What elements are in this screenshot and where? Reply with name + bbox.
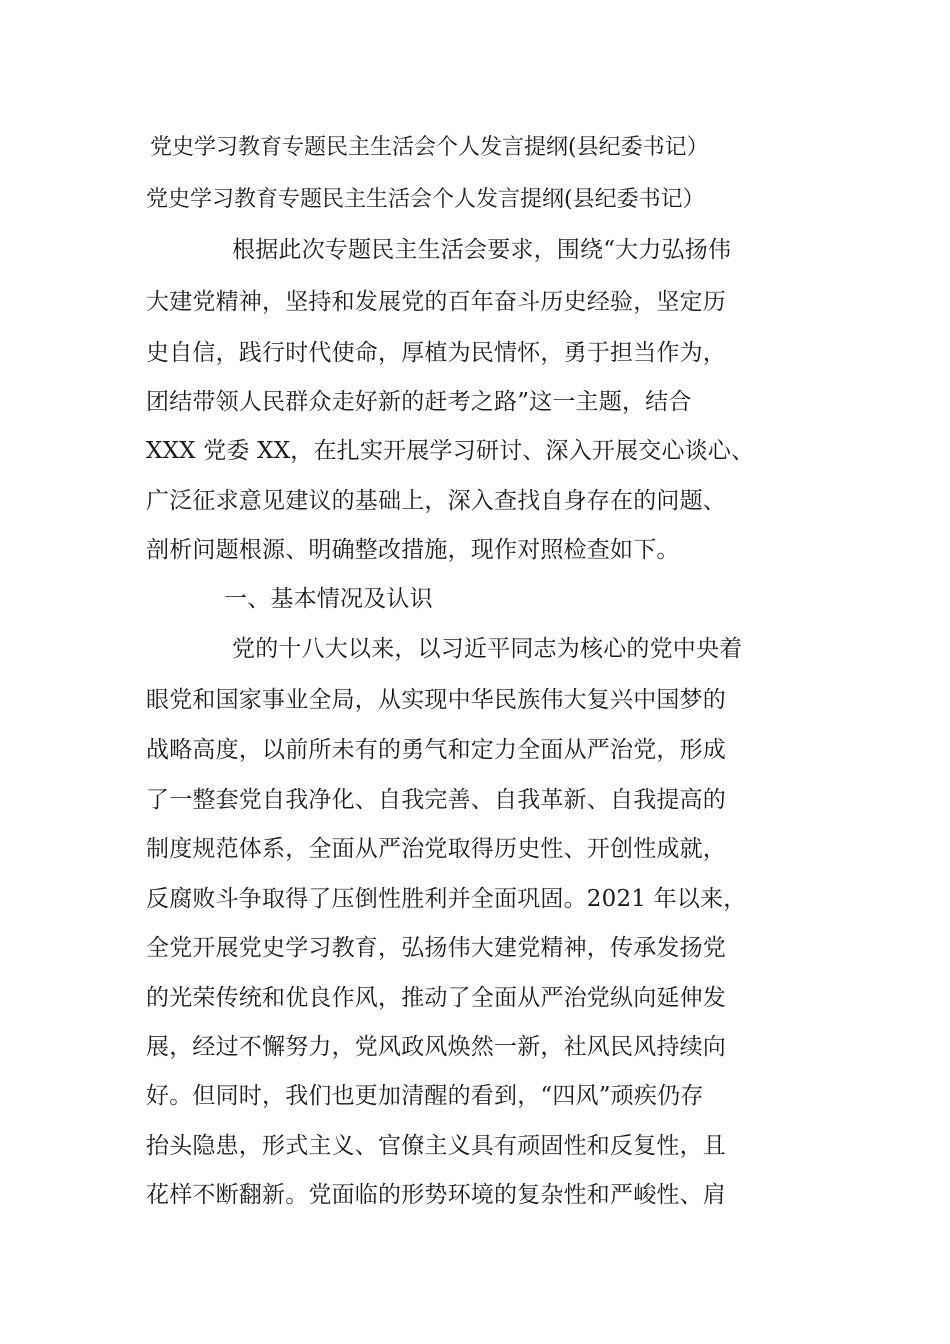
document-title-line-2: 党史学习教育专题民主生活会个人发言提纲(县纪委书记） bbox=[146, 187, 705, 212]
paragraph-1-line: 团结带领人民群众走好新的赶考之路”这一主题，结合 bbox=[146, 389, 692, 415]
paragraph-2-line: 反腐败斗争取得了压倒性胜利并全面巩固。2021 年以来， bbox=[146, 886, 747, 912]
paragraph-2-line: 花样不断翻新。党面临的形势环境的复杂性和严峻性、肩 bbox=[146, 1182, 726, 1208]
paragraph-2-line: 战略高度，以前所未有的勇气和定力全面从严治党，形成 bbox=[146, 737, 726, 763]
section-heading: 一、基本情况及认识 bbox=[224, 586, 433, 612]
paragraph-1-line: 广泛征求意见建议的基础上，深入查找自身存在的问题、 bbox=[146, 488, 726, 514]
paragraph-1-line: 大建党精神，坚持和发展党的百年奋斗历史经验，坚定历 bbox=[146, 289, 726, 315]
paragraph-1-line: 剖析问题根源、明确整改措施，现作对照检查如下。 bbox=[146, 537, 680, 563]
paragraph-2-line: 展，经过不懈努力，党风政风焕然一新，社风民风持续向 bbox=[146, 1034, 726, 1060]
paragraph-2-line: 全党开展党史学习教育，弘扬伟大建党精神，传承发扬党 bbox=[146, 935, 726, 961]
paragraph-1-line: XXX 党委 XX，在扎实开展学习研讨、深入开展交心谈心、 bbox=[146, 438, 755, 464]
document-title-line-1: 党史学习教育专题民主生活会个人发言提纲(县纪委书记） bbox=[150, 135, 709, 160]
paragraph-2-line: 眼党和国家事业全局，从实现中华民族伟大复兴中国梦的 bbox=[146, 687, 726, 713]
paragraph-1-line: 根据此次专题民主生活会要求，围绕“大力弘扬伟 bbox=[232, 237, 732, 263]
paragraph-2-line: 的光荣传统和优良作风，推动了全面从严治党纵向延伸发 bbox=[146, 985, 726, 1011]
paragraph-2-line: 好。但同时，我们也更加清醒的看到，“四风”顽疾仍存 bbox=[146, 1083, 704, 1109]
paragraph-1-line: 史自信，践行时代使命，厚植为民情怀，勇于担当作为， bbox=[146, 340, 726, 366]
paragraph-2-line: 抬头隐患，形式主义、官僚主义具有顽固性和反复性，且 bbox=[146, 1133, 726, 1159]
paragraph-2-line: 制度规范体系，全面从严治党取得历史性、开创性成就， bbox=[146, 836, 726, 862]
paragraph-2-line: 了一整套党自我净化、自我完善、自我革新、自我提高的 bbox=[146, 787, 726, 813]
paragraph-2-line: 党的十八大以来，以习近平同志为核心的党中央着 bbox=[232, 636, 743, 662]
